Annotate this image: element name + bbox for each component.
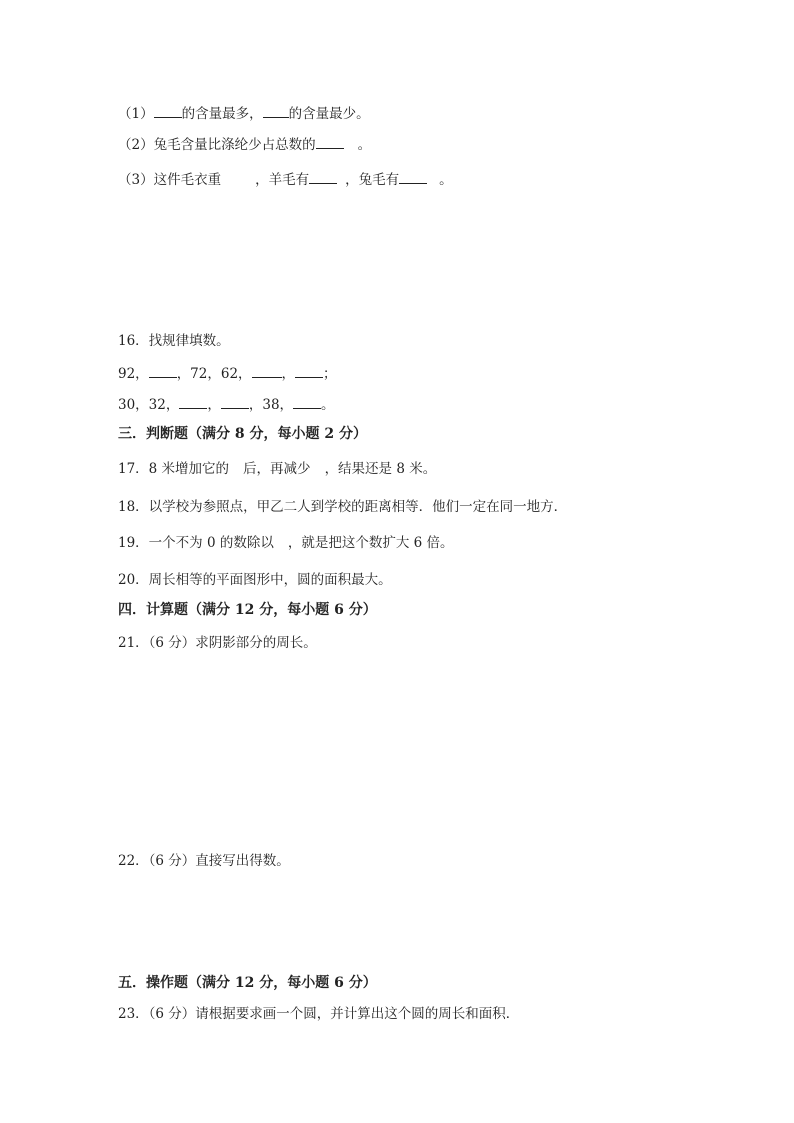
q15-part3-prefix: （3）这件毛衣重: [118, 172, 222, 188]
q20: 20．周长相等的平面图形中，圆的面积最大。: [118, 572, 392, 588]
q22: 22．（6 分）直接写出得数。: [118, 853, 290, 869]
answer-blank[interactable]: [399, 170, 427, 184]
q15-part2: [118, 135, 371, 154]
q15-part1: [118, 104, 370, 123]
q16-title: 16．找规律填数。: [118, 333, 230, 349]
answer-blank[interactable]: [179, 395, 207, 409]
answer-blank[interactable]: [149, 364, 177, 378]
q15-part2-prefix: （2）兔毛含量比涤纶少占总数的: [118, 137, 316, 153]
seq1-sep: ，: [281, 366, 296, 382]
answer-blank[interactable]: [221, 395, 249, 409]
q19-end: ，就是把这个数扩大 6 倍。: [287, 535, 454, 551]
answer-blank[interactable]: [263, 104, 289, 118]
q17-mid: 后，再减少: [243, 461, 311, 477]
q15-part1-end: 的含量最少。: [288, 106, 370, 122]
seq1-end: ；: [323, 366, 337, 382]
q15-part3-mid2: ，兔毛有: [345, 172, 400, 188]
q17-prefix: 17．8 米增加它的: [118, 461, 230, 477]
seq1-start: 92，: [118, 366, 149, 382]
q21: 21．（6 分）求阴影部分的周长。: [118, 635, 317, 651]
answer-blank[interactable]: [309, 170, 337, 184]
section-5-heading: 五．操作题（满分 12 分，每小题 6 分）: [118, 975, 377, 991]
q16-sequence-1: [118, 364, 337, 383]
q19: [118, 534, 454, 552]
q17: [118, 460, 436, 478]
seq2-end: 。: [321, 397, 335, 413]
answer-blank[interactable]: [154, 104, 182, 118]
q19-prefix: 19．一个不为 0 的数除以: [118, 535, 274, 551]
section-3-heading: 三．判断题（满分 8 分，每小题 2 分）: [118, 426, 367, 442]
q15-part3-mid1: ，羊毛有: [255, 172, 310, 188]
answer-blank[interactable]: [293, 395, 321, 409]
q23: 23．（6 分）请根据要求画一个圆，并计算出这个圆的周长和面积．: [118, 1006, 520, 1022]
answer-blank[interactable]: [295, 364, 323, 378]
q16-sequence-2: [118, 395, 335, 414]
seq1-mid: ，72，62，: [176, 366, 252, 382]
seq2-mid: ，38，: [248, 397, 294, 413]
section-4-heading: 四．计算题（满分 12 分，每小题 6 分）: [118, 602, 377, 618]
q15-part3-end: 。: [439, 172, 453, 188]
seq2-start: 30，32，: [118, 397, 180, 413]
answer-blank[interactable]: [316, 135, 344, 149]
q15-part1-prefix: （1）: [118, 106, 154, 122]
q15-part2-end: 。: [357, 137, 372, 153]
q18: 18．以学校为参照点，甲乙二人到学校的距离相等．他们一定在同一地方．: [118, 499, 568, 515]
answer-blank[interactable]: [252, 364, 282, 378]
q15-part3: [118, 170, 453, 189]
q15-part1-mid: 的含量最多，: [181, 106, 263, 122]
seq2-sep: ，: [207, 397, 221, 413]
q17-end: ，结果还是 8 米。: [324, 461, 437, 477]
